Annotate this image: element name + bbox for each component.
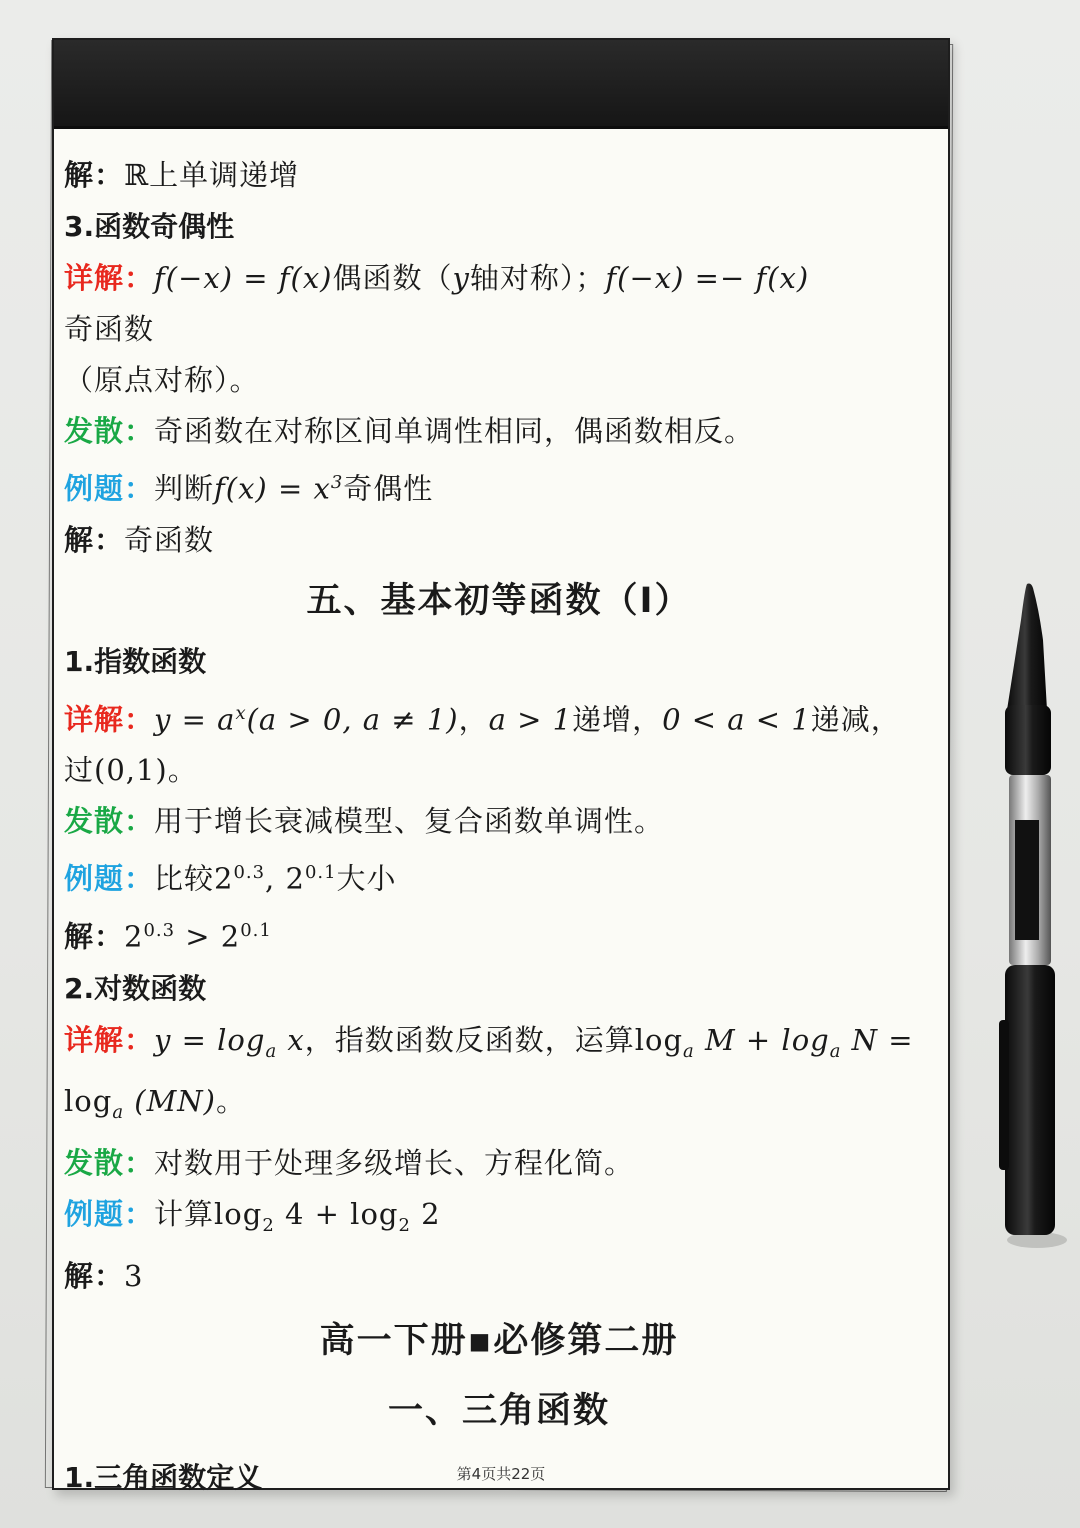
y-symbol: y bbox=[452, 261, 470, 295]
example-text-a: 判断 bbox=[154, 471, 215, 506]
decreasing-condition: 0 < a < 1 bbox=[662, 702, 811, 737]
log-base-2a: 2 bbox=[262, 1215, 275, 1237]
example-text-c: 2 bbox=[410, 1197, 441, 1232]
increasing-condition: a > 1 bbox=[488, 702, 573, 737]
diverge-label: 发散： bbox=[64, 804, 155, 839]
heading-parity: 3.函数奇偶性 bbox=[64, 210, 235, 243]
example-line-exponential bbox=[64, 847, 934, 905]
answer-text: ℝ上单调递增 bbox=[124, 158, 300, 192]
diverge-text: 奇函数在对称区间单调性相同，偶函数相反。 bbox=[154, 414, 755, 448]
log-formula: y = log bbox=[154, 1022, 266, 1057]
diverge-text: 用于增长衰减模型、复合函数单调性。 bbox=[154, 804, 665, 839]
answer-label: 解： bbox=[64, 522, 125, 557]
odd-function-line: 奇函数 bbox=[64, 312, 155, 346]
diverge-line-logarithmic bbox=[64, 1138, 934, 1189]
diverge-text: 对数用于处理多级增长、方程化简。 bbox=[154, 1146, 635, 1181]
book-title: 高一下册▪必修第二册 bbox=[319, 1321, 679, 1362]
answer-compare: > 2 bbox=[175, 919, 241, 954]
answer-text: 奇函数 bbox=[124, 522, 215, 557]
origin-symmetry-line: （原点对称）。 bbox=[64, 363, 260, 397]
exp-condition: (a > 0, a ≠ 1) bbox=[246, 702, 459, 737]
comma: ， bbox=[458, 702, 489, 737]
even-text: 偶函数（ bbox=[332, 261, 453, 295]
exp-formula: y = a bbox=[154, 702, 236, 737]
increasing-text: 递增， bbox=[572, 702, 663, 737]
period: 。 bbox=[215, 1084, 246, 1119]
detail-label: 详解： bbox=[64, 702, 155, 737]
log-text: ，指数函数反函数，运算log bbox=[304, 1022, 684, 1057]
detail-label: 详解： bbox=[64, 261, 155, 295]
heading-logarithmic: 2.对数函数 bbox=[64, 971, 207, 1005]
example-text-b: , 2 bbox=[265, 861, 305, 896]
example-label: 例题： bbox=[64, 1197, 155, 1232]
example-text: 计算log bbox=[154, 1197, 263, 1232]
page-content bbox=[64, 150, 934, 1504]
passes-point-line: 过(0,1)。 bbox=[64, 753, 198, 788]
answer-text: 3 bbox=[124, 1259, 144, 1294]
odd-formula: f(−x) =− f(x) bbox=[605, 261, 810, 295]
answer-line-logarithmic bbox=[64, 1251, 934, 1302]
example-text: 比较2 bbox=[154, 861, 234, 896]
symmetry-text: 轴对称）； bbox=[469, 261, 606, 295]
detail-label: 详解： bbox=[64, 1022, 155, 1057]
detail-line-logarithmic bbox=[64, 1015, 934, 1077]
notebook-page bbox=[52, 38, 950, 1495]
example-text-b: 4 + log bbox=[274, 1197, 399, 1232]
heading-trig-definition: 1.三角函数定义 bbox=[64, 1461, 263, 1495]
example-exponent: 3 bbox=[330, 472, 344, 493]
answer-label: 解： bbox=[64, 158, 125, 192]
answer-line-exponential bbox=[64, 905, 934, 963]
answer-line-monotonic bbox=[64, 150, 934, 201]
detail-line-parity bbox=[64, 253, 934, 304]
exp-exponent: x bbox=[235, 702, 247, 724]
example-line-logarithmic bbox=[64, 1189, 934, 1251]
example-label: 例题： bbox=[64, 471, 155, 506]
diverge-label: 发散： bbox=[64, 1146, 155, 1181]
heading-exponential: 1.指数函数 bbox=[64, 644, 207, 678]
log-eq: N = bbox=[841, 1022, 914, 1057]
log-word: log bbox=[64, 1084, 113, 1119]
diverge-label: 发散： bbox=[64, 414, 155, 448]
log-base-1: a bbox=[265, 1040, 278, 1062]
log-base-2: a bbox=[683, 1040, 695, 1062]
pen-illustration bbox=[985, 580, 1075, 1260]
page-number: 第4页共22页 bbox=[456, 1465, 546, 1483]
even-formula: f(−x) = f(x) bbox=[154, 261, 333, 295]
exponent-0-3: 0.3 bbox=[233, 862, 266, 884]
log-base-2b: 2 bbox=[398, 1215, 411, 1237]
log-base-3: a bbox=[829, 1040, 842, 1062]
diverge-line-exponential bbox=[64, 796, 934, 847]
log-arg: x bbox=[277, 1022, 305, 1057]
detail-line-exponential bbox=[64, 688, 934, 746]
example-label: 例题： bbox=[64, 861, 155, 896]
example-line-parity bbox=[64, 457, 934, 515]
log-sum: M + log bbox=[694, 1022, 830, 1057]
answer-line-parity bbox=[64, 515, 934, 566]
section-heading-trigonometric: 一、三角函数 bbox=[387, 1391, 610, 1432]
decreasing-text: 递减， bbox=[810, 702, 901, 737]
notebook-header-band bbox=[54, 40, 948, 129]
answer-label: 解： bbox=[64, 1259, 125, 1294]
answer-exponent-2: 0.1 bbox=[240, 919, 272, 941]
log-product-line bbox=[64, 1076, 934, 1138]
answer-base: 2 bbox=[124, 919, 144, 954]
log-base: a bbox=[112, 1102, 125, 1124]
example-text-b: 奇偶性 bbox=[343, 471, 434, 506]
answer-label: 解： bbox=[64, 919, 125, 954]
exponent-0-1: 0.1 bbox=[304, 862, 337, 884]
diverge-line-parity bbox=[64, 406, 934, 457]
example-formula: f(x) = x bbox=[214, 471, 331, 506]
log-product: (MN) bbox=[124, 1084, 216, 1119]
section-heading-elementary-functions: 五、基本初等函数（Ⅰ） bbox=[306, 580, 692, 621]
answer-exponent-1: 0.3 bbox=[143, 919, 176, 941]
example-text-c: 大小 bbox=[336, 861, 397, 896]
